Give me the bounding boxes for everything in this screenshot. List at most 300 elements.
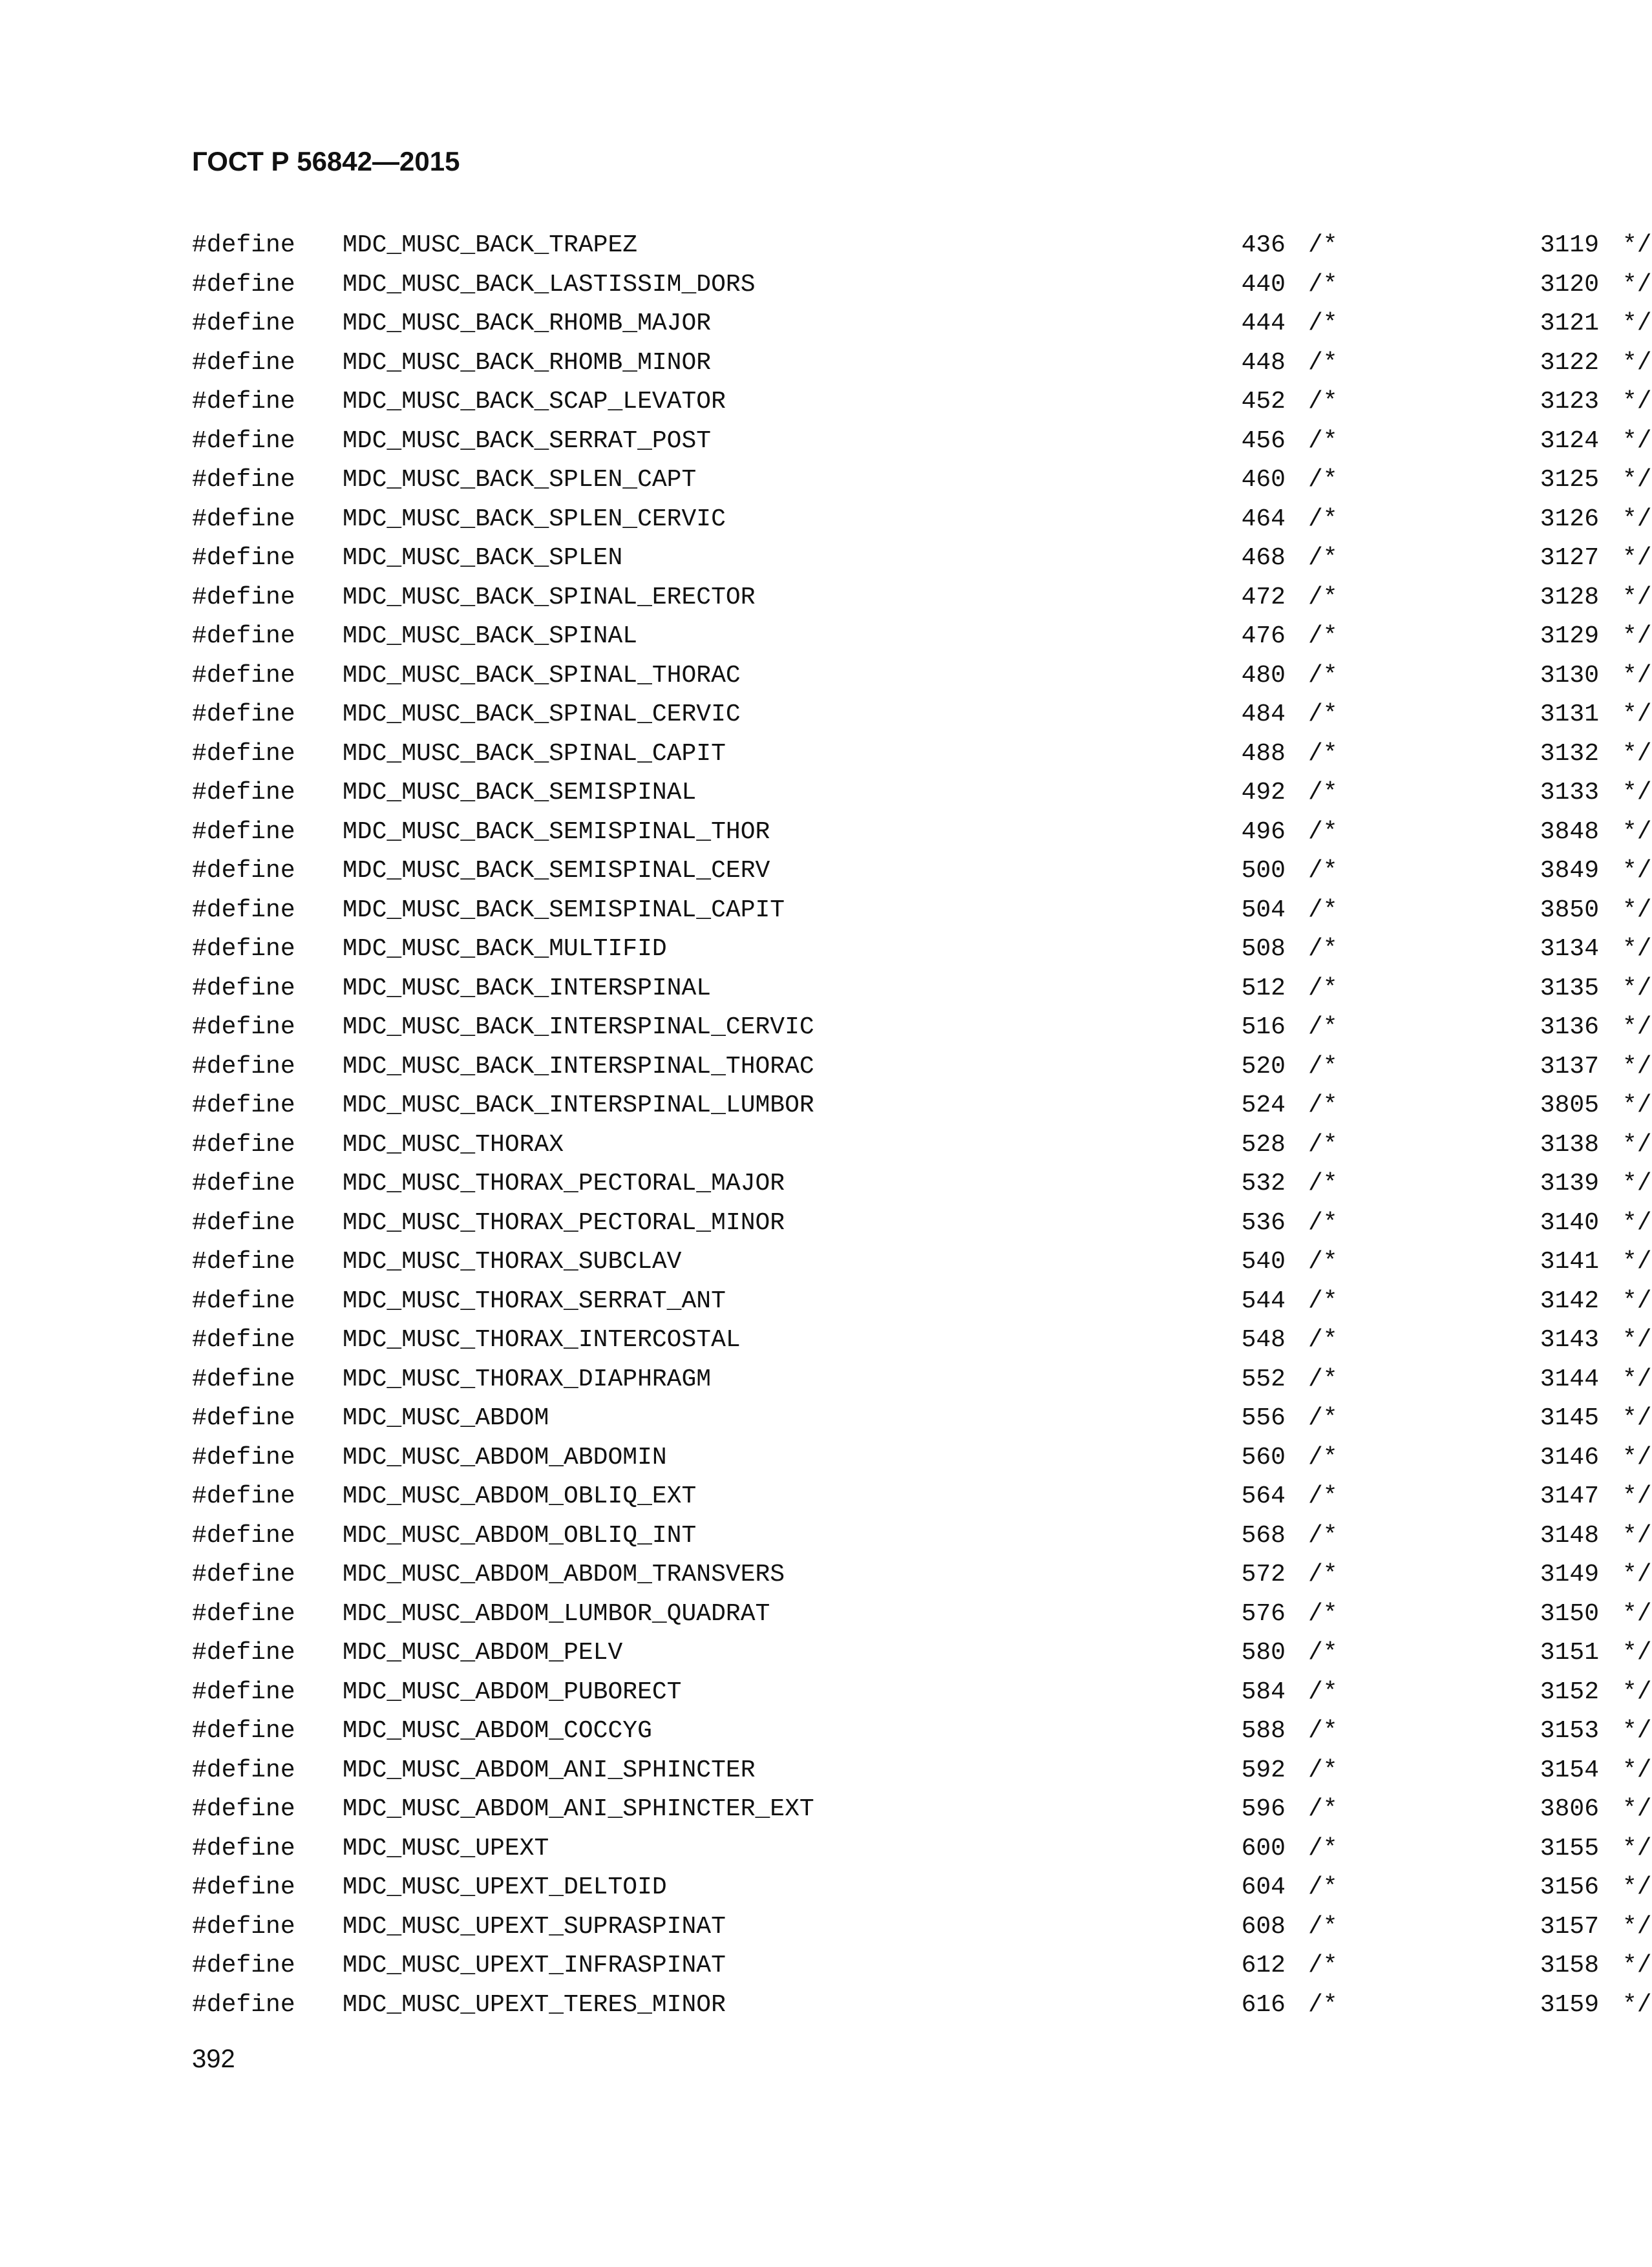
define-row xyxy=(192,1712,1652,1751)
macro-name: MDC_MUSC_THORAX_PECTORAL_MINOR xyxy=(343,1208,785,1237)
define-keyword: #define xyxy=(192,310,295,337)
macro-value: 564 xyxy=(1241,1482,1286,1510)
define-row xyxy=(192,1008,1652,1048)
define-row xyxy=(192,930,1652,969)
macro-name: MDC_MUSC_BACK_SERRAT_POST xyxy=(343,427,712,455)
comment-code: 3157 xyxy=(1540,1912,1599,1941)
macro-value: 572 xyxy=(1241,1561,1286,1588)
comment-open: /* xyxy=(1308,1639,1338,1667)
define-keyword: #define xyxy=(192,544,295,572)
define-list xyxy=(192,226,1652,2025)
comment-close: */ xyxy=(1622,1952,1652,1979)
macro-value: 548 xyxy=(1241,1326,1286,1354)
macro-value: 616 xyxy=(1241,1990,1286,2019)
macro-name: MDC_MUSC_BACK_SPINAL_THORAC xyxy=(343,661,741,690)
define-row xyxy=(192,1908,1652,1947)
comment-code: 3137 xyxy=(1540,1052,1599,1081)
comment-close: */ xyxy=(1622,388,1652,416)
macro-name: MDC_MUSC_UPEXT_DELTOID xyxy=(343,1873,667,1901)
comment-open: /* xyxy=(1308,1326,1338,1354)
macro-name: MDC_MUSC_THORAX xyxy=(343,1130,564,1159)
comment-close: */ xyxy=(1622,1678,1652,1706)
macro-value: 612 xyxy=(1241,1952,1286,1979)
define-row xyxy=(192,774,1652,813)
define-row xyxy=(192,304,1652,344)
comment-code: 3120 xyxy=(1540,270,1599,299)
comment-close: */ xyxy=(1622,935,1652,963)
comment-close: */ xyxy=(1622,1482,1652,1510)
comment-close: */ xyxy=(1622,544,1652,572)
define-row xyxy=(192,1517,1652,1556)
macro-name: MDC_MUSC_BACK_SPLEN xyxy=(343,544,623,572)
comment-close: */ xyxy=(1622,857,1652,885)
comment-code: 3143 xyxy=(1540,1326,1599,1354)
comment-open: /* xyxy=(1308,701,1338,728)
comment-code: 3151 xyxy=(1540,1639,1599,1667)
define-keyword: #define xyxy=(192,622,295,650)
define-keyword: #define xyxy=(192,935,295,963)
comment-code: 3147 xyxy=(1540,1482,1599,1510)
macro-name: MDC_MUSC_BACK_SEMISPINAL xyxy=(343,779,697,807)
macro-name: MDC_MUSC_BACK_INTERSPINAL_CERVIC xyxy=(343,1013,814,1041)
define-keyword: #define xyxy=(192,1795,295,1823)
comment-close: */ xyxy=(1622,1795,1652,1823)
define-row xyxy=(192,1673,1652,1713)
comment-close: */ xyxy=(1622,739,1652,768)
comment-code: 3139 xyxy=(1540,1170,1599,1197)
comment-code: 3156 xyxy=(1540,1873,1599,1901)
define-row xyxy=(192,852,1652,891)
macro-name: MDC_MUSC_THORAX_SERRAT_ANT xyxy=(343,1287,726,1315)
comment-open: /* xyxy=(1308,1952,1338,1979)
comment-open: /* xyxy=(1308,1208,1338,1237)
macro-name: MDC_MUSC_ABDOM_PUBORECT xyxy=(343,1678,682,1706)
define-keyword: #define xyxy=(192,739,295,768)
comment-code: 3142 xyxy=(1540,1287,1599,1315)
macro-name: MDC_MUSC_ABDOM_PELV xyxy=(343,1639,623,1667)
macro-name: MDC_MUSC_BACK_TRAPEZ xyxy=(343,231,638,259)
comment-open: /* xyxy=(1308,583,1338,611)
comment-close: */ xyxy=(1622,1326,1652,1354)
comment-open: /* xyxy=(1308,505,1338,533)
comment-close: */ xyxy=(1622,1834,1652,1862)
define-keyword: #define xyxy=(192,348,295,377)
comment-close: */ xyxy=(1622,505,1652,533)
comment-open: /* xyxy=(1308,1091,1338,1119)
comment-close: */ xyxy=(1622,1912,1652,1941)
comment-close: */ xyxy=(1622,1248,1652,1276)
define-row xyxy=(192,813,1652,852)
comment-open: /* xyxy=(1308,896,1338,924)
define-keyword: #define xyxy=(192,857,295,885)
define-row xyxy=(192,1868,1652,1908)
comment-close: */ xyxy=(1622,1599,1652,1628)
define-row xyxy=(192,1399,1652,1439)
comment-close: */ xyxy=(1622,896,1652,924)
macro-name: MDC_MUSC_BACK_RHOMB_MINOR xyxy=(343,348,712,377)
define-row xyxy=(192,1751,1652,1791)
comment-code: 3121 xyxy=(1540,310,1599,337)
macro-value: 464 xyxy=(1241,505,1286,533)
define-keyword: #define xyxy=(192,896,295,924)
macro-name: MDC_MUSC_UPEXT_TERES_MINOR xyxy=(343,1990,726,2019)
comment-open: /* xyxy=(1308,1599,1338,1628)
comment-open: /* xyxy=(1308,1795,1338,1823)
comment-code: 3125 xyxy=(1540,466,1599,494)
define-row xyxy=(192,1360,1652,1400)
define-row xyxy=(192,1204,1652,1243)
comment-open: /* xyxy=(1308,1561,1338,1588)
define-keyword: #define xyxy=(192,1639,295,1667)
comment-close: */ xyxy=(1622,661,1652,690)
macro-name: MDC_MUSC_UPEXT_SUPRASPINAT xyxy=(343,1912,726,1941)
define-keyword: #define xyxy=(192,270,295,299)
define-keyword: #define xyxy=(192,1834,295,1862)
define-keyword: #define xyxy=(192,1052,295,1081)
comment-code: 3805 xyxy=(1540,1091,1599,1119)
macro-name: MDC_MUSC_UPEXT xyxy=(343,1834,549,1862)
macro-name: MDC_MUSC_THORAX_INTERCOSTAL xyxy=(343,1326,741,1354)
macro-value: 440 xyxy=(1241,270,1286,299)
comment-open: /* xyxy=(1308,935,1338,963)
macro-name: MDC_MUSC_ABDOM_COCCYG xyxy=(343,1717,652,1745)
macro-value: 588 xyxy=(1241,1717,1286,1745)
comment-close: */ xyxy=(1622,310,1652,337)
comment-close: */ xyxy=(1622,1443,1652,1471)
macro-name: MDC_MUSC_BACK_SEMISPINAL_CAPIT xyxy=(343,896,785,924)
comment-open: /* xyxy=(1308,661,1338,690)
comment-open: /* xyxy=(1308,270,1338,299)
macro-name: MDC_MUSC_BACK_SPLEN_CERVIC xyxy=(343,505,726,533)
comment-close: */ xyxy=(1622,1404,1652,1432)
macro-name: MDC_MUSC_BACK_MULTIFID xyxy=(343,935,667,963)
comment-close: */ xyxy=(1622,1170,1652,1197)
macro-value: 600 xyxy=(1241,1834,1286,1862)
comment-code: 3130 xyxy=(1540,661,1599,690)
define-row xyxy=(192,1555,1652,1595)
comment-code: 3138 xyxy=(1540,1130,1599,1159)
macro-value: 504 xyxy=(1241,896,1286,924)
define-keyword: #define xyxy=(192,1561,295,1588)
define-row xyxy=(192,1048,1652,1087)
macro-value: 496 xyxy=(1241,817,1286,846)
define-row xyxy=(192,1321,1652,1360)
comment-code: 3848 xyxy=(1540,817,1599,846)
define-row xyxy=(192,422,1652,461)
define-keyword: #define xyxy=(192,1208,295,1237)
define-keyword: #define xyxy=(192,1873,295,1901)
comment-open: /* xyxy=(1308,1052,1338,1081)
comment-open: /* xyxy=(1308,1248,1338,1276)
define-keyword: #define xyxy=(192,779,295,807)
macro-value: 468 xyxy=(1241,544,1286,572)
macro-name: MDC_MUSC_BACK_SPINAL xyxy=(343,622,638,650)
define-row xyxy=(192,1790,1652,1829)
define-row xyxy=(192,1477,1652,1517)
macro-value: 604 xyxy=(1241,1873,1286,1901)
macro-name: MDC_MUSC_BACK_SPINAL_CAPIT xyxy=(343,739,726,768)
define-row xyxy=(192,1165,1652,1204)
macro-name: MDC_MUSC_ABDOM_OBLIQ_INT xyxy=(343,1521,697,1550)
comment-code: 3123 xyxy=(1540,388,1599,416)
define-keyword: #define xyxy=(192,466,295,494)
comment-open: /* xyxy=(1308,1521,1338,1550)
macro-name: MDC_MUSC_THORAX_PECTORAL_MAJOR xyxy=(343,1170,785,1197)
define-row xyxy=(192,266,1652,305)
macro-value: 596 xyxy=(1241,1795,1286,1823)
define-keyword: #define xyxy=(192,1443,295,1471)
comment-open: /* xyxy=(1308,1717,1338,1745)
page-number: 392 xyxy=(192,2045,235,2073)
comment-close: */ xyxy=(1622,974,1652,1002)
macro-name: MDC_MUSC_ABDOM xyxy=(343,1404,549,1432)
comment-close: */ xyxy=(1622,1013,1652,1041)
define-row xyxy=(192,539,1652,578)
comment-code: 3136 xyxy=(1540,1013,1599,1041)
define-keyword: #define xyxy=(192,1091,295,1119)
macro-value: 552 xyxy=(1241,1365,1286,1393)
define-row xyxy=(192,1126,1652,1165)
define-keyword: #define xyxy=(192,1599,295,1628)
macro-name: MDC_MUSC_THORAX_DIAPHRAGM xyxy=(343,1365,712,1393)
macro-name: MDC_MUSC_ABDOM_LUMBOR_QUADRAT xyxy=(343,1599,770,1628)
define-keyword: #define xyxy=(192,661,295,690)
comment-code: 3159 xyxy=(1540,1990,1599,2019)
define-keyword: #define xyxy=(192,1170,295,1197)
define-keyword: #define xyxy=(192,701,295,728)
macro-name: MDC_MUSC_BACK_SPLEN_CAPT xyxy=(343,466,697,494)
define-row xyxy=(192,617,1652,657)
define-row xyxy=(192,461,1652,500)
macro-name: MDC_MUSC_ABDOM_ANI_SPHINCTER_EXT xyxy=(343,1795,814,1823)
comment-open: /* xyxy=(1308,348,1338,377)
macro-value: 556 xyxy=(1241,1404,1286,1432)
define-row xyxy=(192,1829,1652,1869)
comment-open: /* xyxy=(1308,1678,1338,1706)
comment-close: */ xyxy=(1622,1561,1652,1588)
comment-close: */ xyxy=(1622,583,1652,611)
macro-value: 508 xyxy=(1241,935,1286,963)
comment-code: 3154 xyxy=(1540,1756,1599,1784)
comment-code: 3141 xyxy=(1540,1248,1599,1276)
macro-value: 580 xyxy=(1241,1639,1286,1667)
comment-open: /* xyxy=(1308,1404,1338,1432)
comment-open: /* xyxy=(1308,1443,1338,1471)
comment-close: */ xyxy=(1622,270,1652,299)
macro-value: 528 xyxy=(1241,1130,1286,1159)
comment-open: /* xyxy=(1308,857,1338,885)
define-row xyxy=(192,500,1652,540)
macro-name: MDC_MUSC_BACK_SEMISPINAL_THOR xyxy=(343,817,770,846)
macro-name: MDC_MUSC_ABDOM_OBLIQ_EXT xyxy=(343,1482,697,1510)
define-row xyxy=(192,1243,1652,1282)
comment-code: 3127 xyxy=(1540,544,1599,572)
macro-name: MDC_MUSC_BACK_RHOMB_MAJOR xyxy=(343,310,712,337)
macro-value: 592 xyxy=(1241,1756,1286,1784)
comment-code: 3148 xyxy=(1540,1521,1599,1550)
comment-code: 3150 xyxy=(1540,1599,1599,1628)
macro-value: 500 xyxy=(1241,857,1286,885)
define-keyword: #define xyxy=(192,1521,295,1550)
comment-open: /* xyxy=(1308,622,1338,650)
macro-value: 484 xyxy=(1241,701,1286,728)
macro-value: 480 xyxy=(1241,661,1286,690)
comment-close: */ xyxy=(1622,1365,1652,1393)
comment-open: /* xyxy=(1308,739,1338,768)
comment-code: 3133 xyxy=(1540,779,1599,807)
define-keyword: #define xyxy=(192,974,295,1002)
comment-close: */ xyxy=(1622,622,1652,650)
macro-name: MDC_MUSC_BACK_INTERSPINAL_LUMBOR xyxy=(343,1091,814,1119)
macro-value: 492 xyxy=(1241,779,1286,807)
define-keyword: #define xyxy=(192,1287,295,1315)
macro-value: 584 xyxy=(1241,1678,1286,1706)
define-keyword: #define xyxy=(192,1248,295,1276)
comment-open: /* xyxy=(1308,1482,1338,1510)
comment-close: */ xyxy=(1622,701,1652,728)
define-keyword: #define xyxy=(192,1990,295,2019)
comment-code: 3122 xyxy=(1540,348,1599,377)
define-keyword: #define xyxy=(192,1130,295,1159)
macro-value: 436 xyxy=(1241,231,1286,259)
macro-name: MDC_MUSC_BACK_SPINAL_ERECTOR xyxy=(343,583,756,611)
comment-open: /* xyxy=(1308,1013,1338,1041)
macro-name: MDC_MUSC_BACK_INTERSPINAL xyxy=(343,974,712,1002)
define-row xyxy=(192,1282,1652,1322)
define-keyword: #define xyxy=(192,427,295,455)
macro-value: 536 xyxy=(1241,1208,1286,1237)
define-keyword: #define xyxy=(192,231,295,259)
comment-close: */ xyxy=(1622,779,1652,807)
macro-value: 576 xyxy=(1241,1599,1286,1628)
comment-close: */ xyxy=(1622,817,1652,846)
macro-value: 460 xyxy=(1241,466,1286,494)
define-row xyxy=(192,578,1652,618)
macro-name: MDC_MUSC_UPEXT_INFRASPINAT xyxy=(343,1952,726,1979)
macro-name: MDC_MUSC_BACK_LASTISSIM_DORS xyxy=(343,270,756,299)
comment-code: 3124 xyxy=(1540,427,1599,455)
comment-code: 3126 xyxy=(1540,505,1599,533)
macro-name: MDC_MUSC_BACK_SCAP_LEVATOR xyxy=(343,388,726,416)
comment-close: */ xyxy=(1622,1521,1652,1550)
define-keyword: #define xyxy=(192,583,295,611)
macro-value: 568 xyxy=(1241,1521,1286,1550)
comment-code: 3153 xyxy=(1540,1717,1599,1745)
comment-open: /* xyxy=(1308,1756,1338,1784)
macro-name: MDC_MUSC_ABDOM_ABDOM_TRANSVERS xyxy=(343,1561,785,1588)
define-row xyxy=(192,226,1652,266)
macro-name: MDC_MUSC_BACK_SPINAL_CERVIC xyxy=(343,701,741,728)
macro-value: 520 xyxy=(1241,1052,1286,1081)
define-keyword: #define xyxy=(192,1756,295,1784)
macro-value: 476 xyxy=(1241,622,1286,650)
comment-code: 3140 xyxy=(1540,1208,1599,1237)
comment-open: /* xyxy=(1308,1170,1338,1197)
comment-code: 3155 xyxy=(1540,1834,1599,1862)
comment-code: 3850 xyxy=(1540,896,1599,924)
comment-code: 3806 xyxy=(1540,1795,1599,1823)
define-row xyxy=(192,1634,1652,1673)
macro-value: 544 xyxy=(1241,1287,1286,1315)
define-keyword: #define xyxy=(192,1912,295,1941)
comment-code: 3134 xyxy=(1540,935,1599,963)
comment-close: */ xyxy=(1622,1756,1652,1784)
comment-code: 3158 xyxy=(1540,1952,1599,1979)
comment-open: /* xyxy=(1308,310,1338,337)
define-row xyxy=(192,1946,1652,1986)
macro-value: 540 xyxy=(1241,1248,1286,1276)
define-keyword: #define xyxy=(192,505,295,533)
define-row xyxy=(192,735,1652,774)
comment-open: /* xyxy=(1308,974,1338,1002)
comment-close: */ xyxy=(1622,231,1652,259)
comment-code: 3145 xyxy=(1540,1404,1599,1432)
comment-code: 3119 xyxy=(1540,231,1599,259)
define-row xyxy=(192,383,1652,422)
macro-value: 524 xyxy=(1241,1091,1286,1119)
comment-code: 3144 xyxy=(1540,1365,1599,1393)
macro-value: 452 xyxy=(1241,388,1286,416)
comment-close: */ xyxy=(1622,1717,1652,1745)
macro-name: MDC_MUSC_THORAX_SUBCLAV xyxy=(343,1248,682,1276)
define-keyword: #define xyxy=(192,1678,295,1706)
define-row xyxy=(192,1595,1652,1634)
comment-close: */ xyxy=(1622,1990,1652,2019)
comment-open: /* xyxy=(1308,1130,1338,1159)
define-row xyxy=(192,891,1652,931)
comment-close: */ xyxy=(1622,1091,1652,1119)
comment-open: /* xyxy=(1308,1912,1338,1941)
comment-close: */ xyxy=(1622,427,1652,455)
macro-value: 472 xyxy=(1241,583,1286,611)
macro-value: 532 xyxy=(1241,1170,1286,1197)
comment-code: 3152 xyxy=(1540,1678,1599,1706)
macro-value: 488 xyxy=(1241,739,1286,768)
comment-open: /* xyxy=(1308,427,1338,455)
define-keyword: #define xyxy=(192,1326,295,1354)
define-keyword: #define xyxy=(192,817,295,846)
macro-name: MDC_MUSC_BACK_INTERSPINAL_THORAC xyxy=(343,1052,814,1081)
comment-open: /* xyxy=(1308,1873,1338,1901)
define-row xyxy=(192,1439,1652,1478)
comment-open: /* xyxy=(1308,544,1338,572)
define-keyword: #define xyxy=(192,1404,295,1432)
comment-code: 3132 xyxy=(1540,739,1599,768)
macro-value: 456 xyxy=(1241,427,1286,455)
comment-open: /* xyxy=(1308,1834,1338,1862)
define-keyword: #define xyxy=(192,1482,295,1510)
comment-close: */ xyxy=(1622,1639,1652,1667)
comment-close: */ xyxy=(1622,1052,1652,1081)
document-header: ГОСТ Р 56842—2015 xyxy=(192,146,460,176)
comment-code: 3135 xyxy=(1540,974,1599,1002)
comment-open: /* xyxy=(1308,388,1338,416)
comment-code: 3131 xyxy=(1540,701,1599,728)
comment-close: */ xyxy=(1622,1873,1652,1901)
define-keyword: #define xyxy=(192,1365,295,1393)
comment-code: 3149 xyxy=(1540,1561,1599,1588)
macro-name: MDC_MUSC_BACK_SEMISPINAL_CERV xyxy=(343,857,770,885)
macro-value: 516 xyxy=(1241,1013,1286,1041)
comment-open: /* xyxy=(1308,779,1338,807)
define-row xyxy=(192,344,1652,383)
comment-code: 3849 xyxy=(1540,857,1599,885)
define-keyword: #define xyxy=(192,1717,295,1745)
macro-value: 444 xyxy=(1241,310,1286,337)
comment-close: */ xyxy=(1622,466,1652,494)
define-keyword: #define xyxy=(192,1952,295,1979)
comment-close: */ xyxy=(1622,1130,1652,1159)
